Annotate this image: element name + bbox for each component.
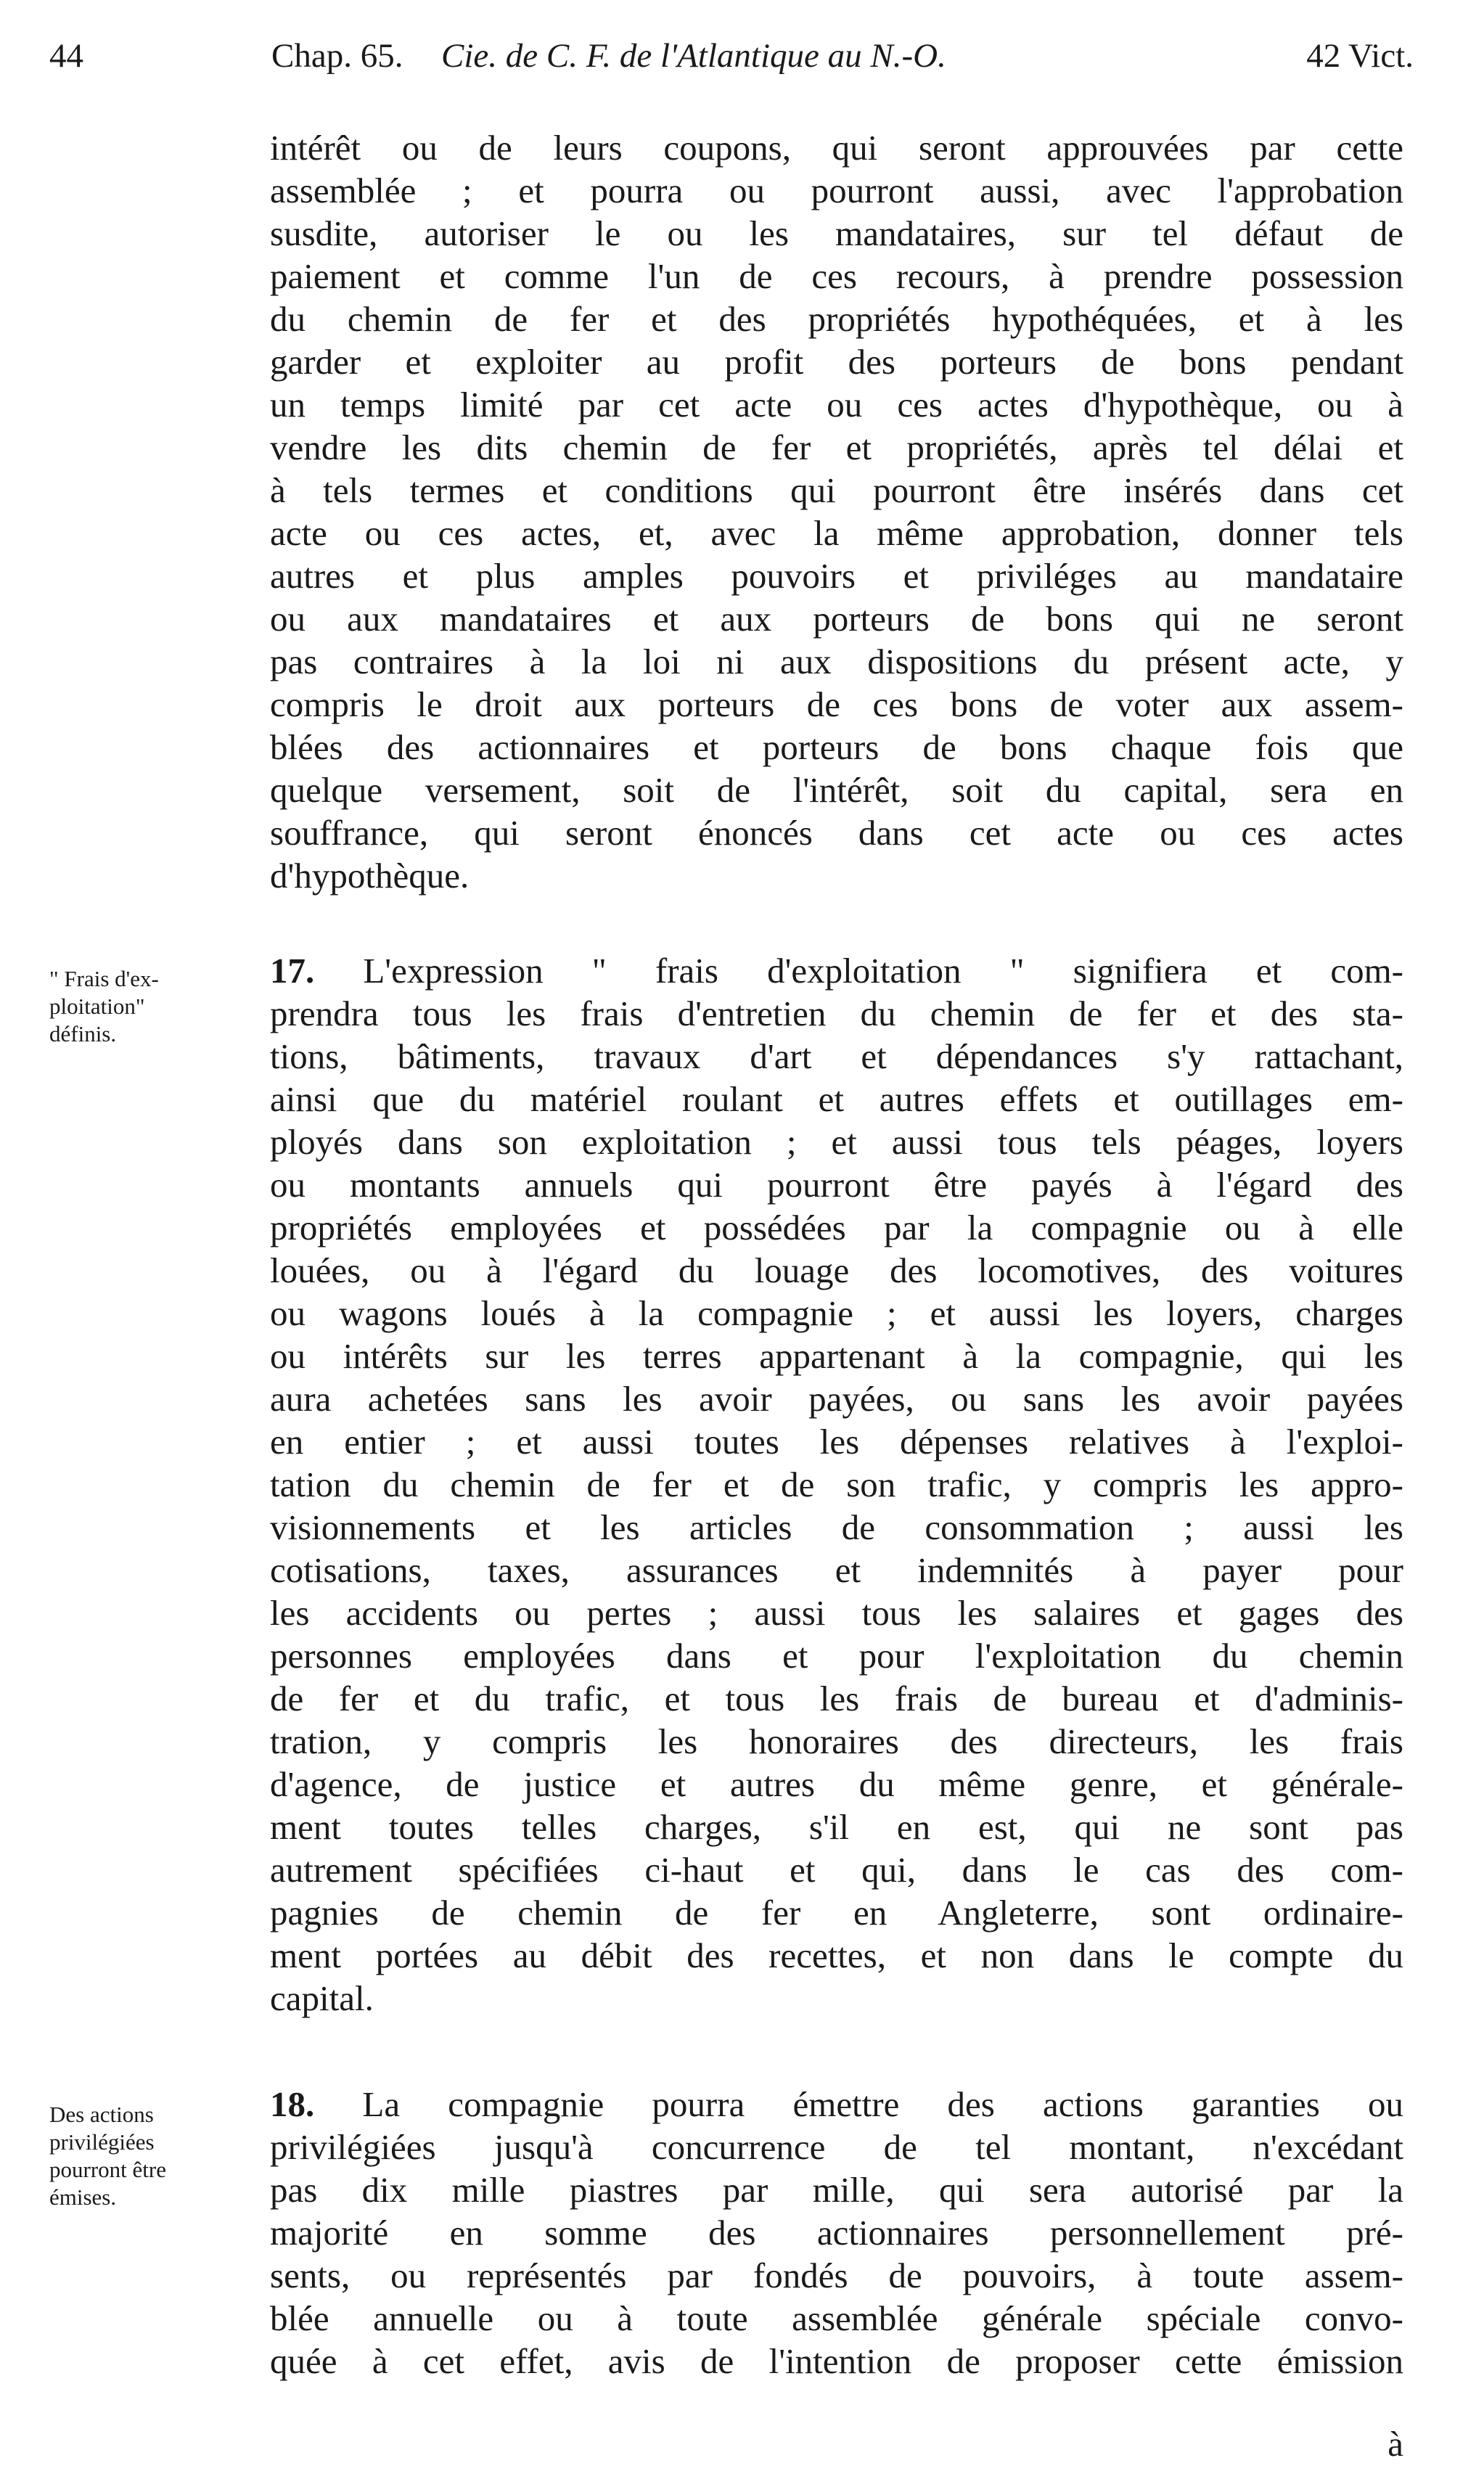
- section-17-first-line: 17. L'expression " frais d'exploitation " signifiera et com-: [270, 951, 1403, 991]
- text-line: aura achetées sans les avoir payées, ou sans les avoir payées: [270, 1379, 1403, 1419]
- text-line: intérêt ou de leurs coupons, qui seront approuvées par cette: [270, 128, 1403, 168]
- marginal-note-section-18: Des actions privilégiées pourront être émises.: [49, 2102, 166, 2210]
- text-line: acte ou ces actes, et, avec la même approbation, donner tels: [270, 513, 1403, 553]
- text-line: quée à cet effet, avis de l'intention de proposer cette émission: [270, 2341, 1403, 2381]
- text-line: ment toutes telles charges, s'il en est, qui ne sont pas: [270, 1807, 1403, 1847]
- text-line: cotisations, taxes, assurances et indemnités à payer pour: [270, 1550, 1403, 1590]
- section-18-number: 18.: [270, 2084, 315, 2124]
- text-line: un temps limité par cet acte ou ces actes d'hypothèque, ou à: [270, 385, 1403, 425]
- text-line: paiement et comme l'un de ces recours, à prendre possession: [270, 256, 1403, 296]
- text-line: ployés dans son exploitation ; et aussi tous tels péages, loyers: [270, 1122, 1403, 1162]
- marginal-note-section-17: " Frais d'ex- ploitation" définis.: [49, 966, 159, 1046]
- catchword: à: [1387, 2424, 1403, 2464]
- text-line: pas dix mille piastres par mille, qui sera autorisé par la: [270, 2170, 1403, 2210]
- act-title: Cie. de C. F. de l'Atlantique au N.-O.: [441, 37, 946, 75]
- regnal-year: 42 Vict.: [1306, 37, 1414, 75]
- section-17: [270, 949, 1403, 2020]
- text-line: de fer et du trafic, et tous les frais de bureau et d'adminis-: [270, 1679, 1403, 1718]
- text-line: tration, y compris les honoraires des directeurs, les frais: [270, 1721, 1403, 1761]
- text-line: du chemin de fer et des propriétés hypothéquées, et à les: [270, 299, 1403, 339]
- text-line: tation du chemin de fer et de son trafic, y compris les appro-: [270, 1464, 1403, 1504]
- text-line: autrement spécifiées ci-haut et qui, dans le cas des com-: [270, 1850, 1403, 1890]
- text-line: compris le droit aux porteurs de ces bons de voter aux assem-: [270, 684, 1403, 724]
- text-line: vendre les dits chemin de fer et propriétés, après tel délai et: [270, 427, 1403, 467]
- continued-paragraph: [270, 126, 1403, 897]
- text-line: autres et plus amples pouvoirs et priviléges au mandataire: [270, 556, 1403, 596]
- text-line: personnes employées dans et pour l'exploitation du chemin: [270, 1636, 1403, 1676]
- text-line: d'hypothèque.: [270, 856, 470, 896]
- section-18: [270, 2083, 1403, 2382]
- text-line: propriétés employées et possédées par la compagnie ou à elle: [270, 1208, 1403, 1247]
- text-line: ou montants annuels qui pourront être payés à l'égard des: [270, 1165, 1403, 1205]
- text-line: quelque versement, soit de l'intérêt, soit du capital, sera en: [270, 770, 1403, 810]
- text-line: ou aux mandataires et aux porteurs de bons qui ne seront: [270, 599, 1403, 639]
- text-line: pagnies de chemin de fer en Angleterre, sont ordinaire-: [270, 1893, 1403, 1933]
- text-line: visionnements et les articles de consommation ; aussi les: [270, 1507, 1403, 1547]
- text-line: louées, ou à l'égard du louage des locomotives, des voitures: [270, 1250, 1403, 1290]
- text-line: capital.: [270, 1978, 374, 2018]
- text-line: tions, bâtiments, travaux d'art et dépendances s'y rattachant,: [270, 1036, 1403, 1076]
- text-line: blée annuelle ou à toute assemblée générale spéciale convo-: [270, 2298, 1403, 2338]
- section-18-first-line: 18. La compagnie pourra émettre des actions garanties ou: [270, 2084, 1403, 2124]
- text-line: blées des actionnaires et porteurs de bons chaque fois que: [270, 727, 1403, 767]
- text-line: majorité en somme des actionnaires personnellement pré-: [270, 2213, 1403, 2253]
- text-line: pas contraires à la loi ni aux dispositions du présent acte, y: [270, 642, 1403, 681]
- text-line: en entier ; et aussi toutes les dépenses relatives à l'exploi-: [270, 1422, 1403, 1462]
- text-line: privilégiées jusqu'à concurrence de tel montant, n'excédant: [270, 2127, 1403, 2167]
- text-line: garder et exploiter au profit des porteurs de bons pendant: [270, 342, 1403, 382]
- text-line: souffrance, qui seront énoncés dans cet acte ou ces actes: [270, 813, 1403, 853]
- text-line: ou intérêts sur les terres appartenant à la compagnie, qui les: [270, 1336, 1403, 1376]
- section-17-number: 17.: [270, 951, 315, 991]
- chapter-label: Chap. 65.: [271, 37, 403, 75]
- text-line: à tels termes et conditions qui pourront être insérés dans cet: [270, 470, 1403, 510]
- text-line: sents, ou représentés par fondés de pouvoirs, à toute assem-: [270, 2255, 1403, 2295]
- text-line: d'agence, de justice et autres du même genre, et générale-: [270, 1764, 1403, 1804]
- text-line: assemblée ; et pourra ou pourront aussi, avec l'approbation: [270, 171, 1403, 210]
- text-line: ment portées au débit des recettes, et non dans le compte du: [270, 1935, 1403, 1975]
- text-line: prendra tous les frais d'entretien du chemin de fer et des sta-: [270, 993, 1403, 1033]
- text-line: les accidents ou pertes ; aussi tous les salaires et gages des: [270, 1593, 1403, 1633]
- running-header: [49, 36, 1414, 87]
- text-line: ou wagons loués à la compagnie ; et aussi les loyers, charges: [270, 1293, 1403, 1333]
- page-number: 44: [49, 37, 83, 75]
- text-line: ainsi que du matériel roulant et autres effets et outillages em-: [270, 1079, 1403, 1119]
- text-line: susdite, autoriser le ou les mandataires, sur tel défaut de: [270, 213, 1403, 253]
